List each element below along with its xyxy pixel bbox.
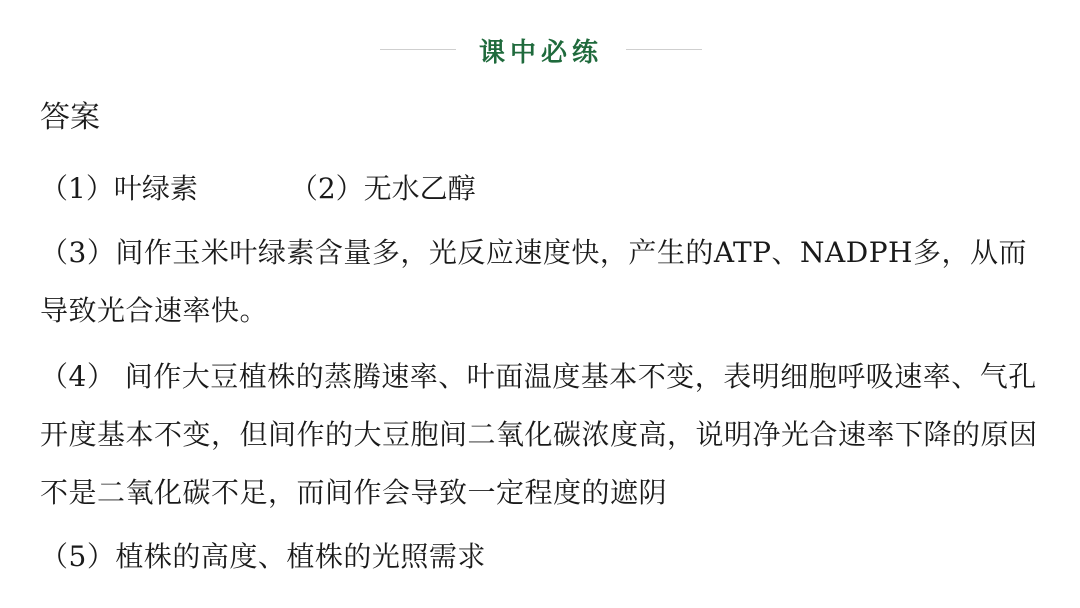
answer-item-4: （4） 间作大豆植株的蒸腾速率、叶面温度基本不变，表明细胞呼吸速率、气孔开度基本不变，但间作的大豆胞间二氧化碳浓度高，说明净光合速率下降的原因不是二氧化碳不足，而间作会导致一定程度的遮阴 bbox=[40, 360, 1038, 509]
section-title: 课中必练 bbox=[478, 38, 603, 68]
answer-label: 答案 bbox=[40, 100, 100, 135]
answer-content bbox=[40, 96, 1040, 586]
answer-item-2: （2）无水乙醇 bbox=[289, 172, 476, 205]
header-divider-right bbox=[626, 49, 702, 50]
answer-row-1-2 bbox=[40, 160, 1040, 218]
header-divider-left bbox=[380, 49, 456, 50]
answer-item-5: （5）植株的高度、植株的光照需求 bbox=[40, 540, 486, 573]
section-header bbox=[0, 28, 1080, 72]
answer-item-3: （3）间作玉米叶绿素含量多，光反应速度快，产生的ATP、NADPH多，从而导致光合速率快。 bbox=[40, 236, 1027, 327]
answer-item-1: （1）叶绿素 bbox=[40, 172, 198, 205]
